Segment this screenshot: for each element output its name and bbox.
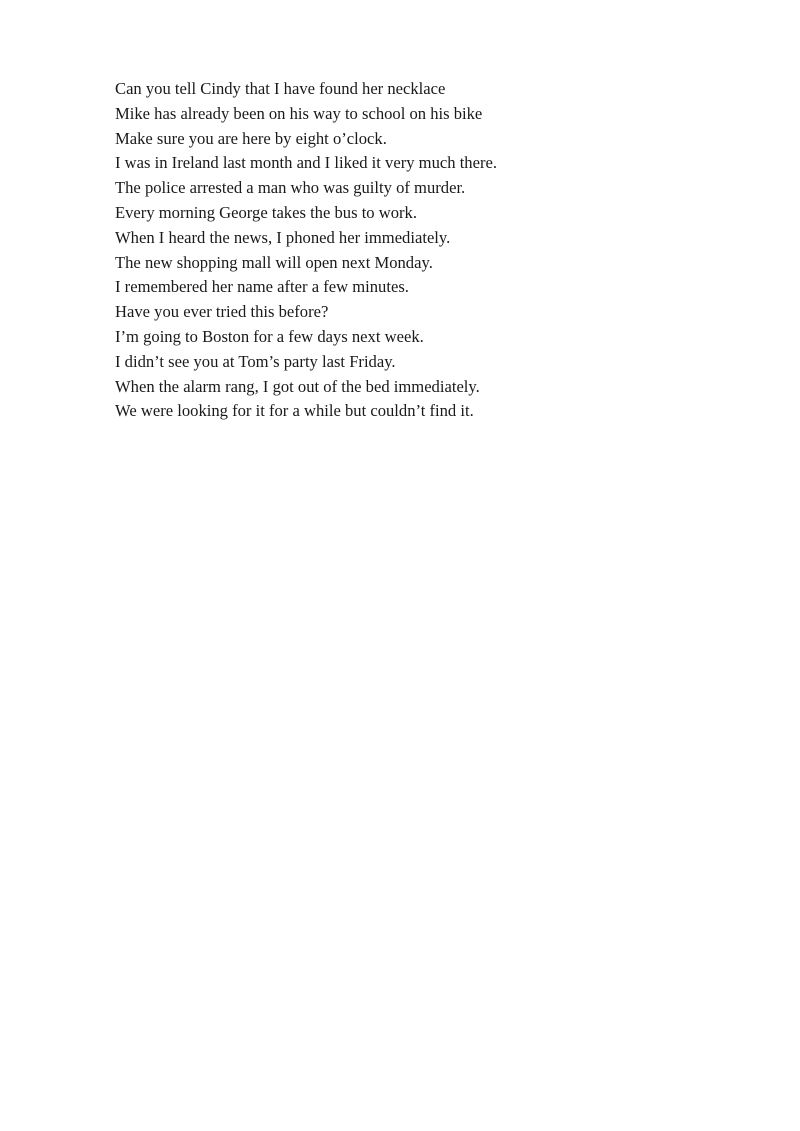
- sentence-line: I remembered her name after a few minutes.: [115, 277, 409, 297]
- sentence-line: When I heard the news, I phoned her immediately.: [115, 227, 451, 247]
- sentence-line: When the alarm rang, I got out of the bed immediately.: [115, 376, 480, 396]
- sentence-list: [115, 77, 497, 424]
- sentence-line: The police arrested a man who was guilty of murder.: [115, 178, 466, 198]
- sentence-line: Every morning George takes the bus to work.: [115, 202, 418, 222]
- sentence-line: Have you ever tried this before?: [115, 302, 329, 322]
- sentence-line: Mike has already been on his way to school on his bike: [115, 103, 483, 123]
- sentence-line: The new shopping mall will open next Monday.: [115, 252, 433, 272]
- sentence-line: We were looking for it for a while but couldn’t find it.: [115, 401, 474, 421]
- sentence-line: Make sure you are here by eight o’clock.: [115, 128, 387, 148]
- sentence-line: Can you tell Cindy that I have found her necklace: [115, 79, 446, 98]
- sentence-line: I didn’t see you at Tom’s party last Friday.: [115, 351, 396, 371]
- sentence-line: I was in Ireland last month and I liked it very much there.: [115, 153, 498, 173]
- sentence-line: I’m going to Boston for a few days next week.: [115, 326, 424, 346]
